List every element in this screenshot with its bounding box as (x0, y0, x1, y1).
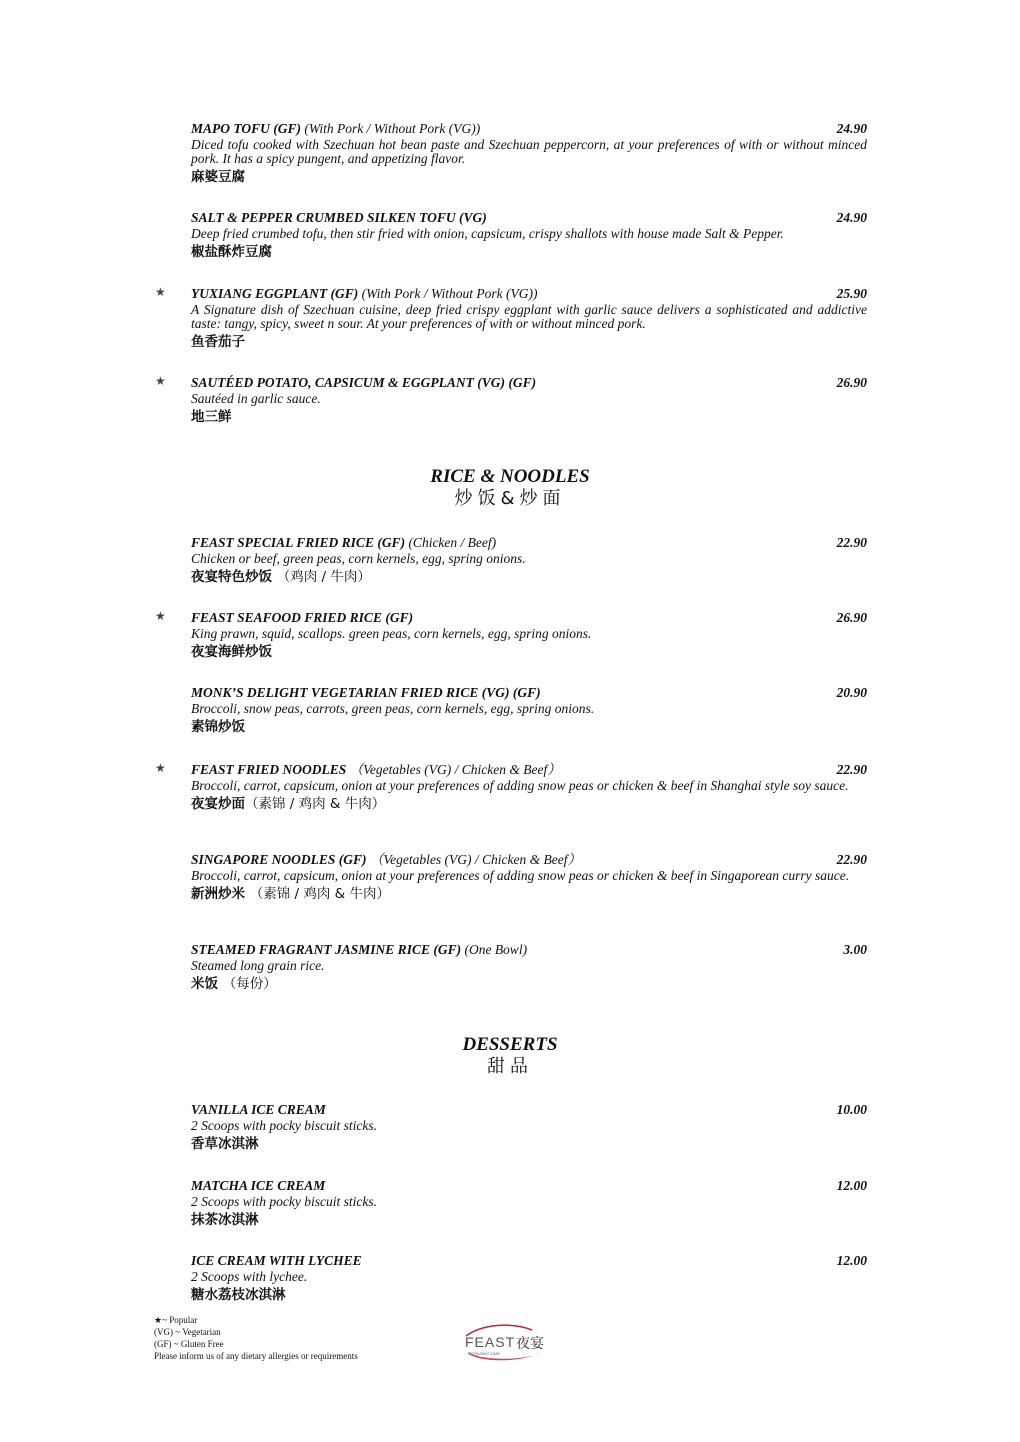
item-title-row (191, 941, 867, 958)
item-title: VANILLA ICE CREAM (191, 1102, 326, 1117)
item-chinese-name: 抹茶冰淇淋 (191, 1212, 259, 1228)
section-header-desserts (0, 1034, 1020, 1078)
popular-star-icon: ★ (155, 609, 166, 623)
section-title-chinese: 甜品 (487, 1056, 533, 1077)
item-chinese-name: 夜宴炒面（素锦 / 鸡肉 & 牛肉） (191, 796, 386, 812)
item-description: Diced tofu cooked with Szechuan hot bean paste and Szechuan peppercorn, at your preferences of with or without minced pork. It has a spicy pungent, and appetizing flavor. (191, 137, 867, 166)
item-title: FEAST SPECIAL FRIED RICE (GF) (191, 535, 406, 550)
item-description: A Signature dish of Szechuan cuisine, deep fried crispy eggplant with garlic sauce delivers a sophisticated and addictive taste: tangy, spicy, sweet n sour. At your preferences of with or without minced pork. (191, 302, 867, 331)
item-title-row (191, 1177, 867, 1194)
menu-item (155, 285, 867, 351)
menu-item (155, 609, 867, 661)
item-price: 12.00 (836, 1253, 867, 1268)
item-title: STEAMED FRAGRANT JASMINE RICE (GF) (191, 942, 462, 957)
item-price: 22.90 (836, 535, 867, 550)
item-price: 24.90 (836, 210, 867, 225)
menu-item (191, 1101, 867, 1153)
item-price: 22.90 (836, 762, 867, 777)
item-title-row (191, 534, 867, 551)
legend-gluten-free: (GF) ~ Gluten Free (154, 1339, 224, 1349)
menu-item (191, 851, 867, 903)
item-title: SINGAPORE NOODLES (GF) (191, 852, 367, 867)
item-price: 24.90 (836, 121, 867, 136)
item-chinese-name: 夜宴海鲜炒饭 (191, 644, 272, 660)
menu-item (191, 120, 867, 186)
item-title: YUXIANG EGGPLANT (GF) (191, 286, 359, 301)
popular-star-icon: ★ (155, 761, 166, 775)
item-chinese-name: 糖水荔枝冰淇淋 (191, 1287, 286, 1303)
item-price: 10.00 (836, 1102, 867, 1117)
logo-chinese: 夜宴 (516, 1336, 544, 1352)
item-title-row (191, 1101, 867, 1118)
menu-item (191, 1252, 867, 1304)
item-chinese-name: 香草冰淇淋 (191, 1136, 259, 1152)
menu-item (155, 761, 867, 813)
section-title: DESSERTS (462, 1034, 558, 1055)
item-price: 20.90 (836, 685, 867, 700)
item-description: 2 Scoops with pocky biscuit sticks. (191, 1194, 377, 1209)
item-options: (With Pork / Without Pork (VG)) (361, 286, 538, 301)
item-chinese-name: 素锦炒饭 (191, 719, 245, 735)
item-price: 22.90 (836, 852, 867, 867)
item-description: Sautéed in garlic sauce. (191, 391, 321, 406)
item-title-row (191, 285, 867, 302)
item-price: 26.90 (836, 375, 867, 390)
item-price: 26.90 (836, 610, 867, 625)
item-options: （Vegetables (VG) / Chicken & Beef） (369, 852, 581, 867)
menu-item (191, 941, 867, 993)
item-title-row (191, 851, 867, 868)
popular-star-icon: ★ (155, 285, 166, 299)
item-chinese-name: 夜宴特色炒饭 （鸡肉 / 牛肉） (191, 569, 371, 585)
item-chinese-name: 新洲炒米 （素锦 / 鸡肉 & 牛肉） (191, 886, 390, 902)
legend-popular: ★~ Popular (154, 1315, 198, 1325)
item-description: Chicken or beef, green peas, corn kernels, egg, spring onions. (191, 551, 526, 566)
item-description: 2 Scoops with pocky biscuit sticks. (191, 1118, 377, 1133)
item-description: Broccoli, carrot, capsicum, onion at your preferences of adding snow peas or chicken & beef in Shanghai style soy sauce. (191, 778, 849, 793)
item-title: MATCHA ICE CREAM (191, 1178, 326, 1193)
legend-dietary-note: Please inform us of any dietary allergies or requirements (154, 1351, 358, 1361)
logo-subtitle: RESTAURANT & BAR (468, 1352, 500, 1356)
item-title-row (191, 609, 867, 626)
item-description: King prawn, squid, scallops. green peas, corn kernels, egg, spring onions. (191, 626, 592, 641)
item-options: (Chicken / Beef) (408, 535, 497, 550)
legend-vegetarian: (VG) ~ Vegetarian (154, 1327, 221, 1337)
item-description: 2 Scoops with lychee. (191, 1269, 308, 1284)
logo-text: FEAST (465, 1334, 516, 1350)
item-chinese-name: 麻婆豆腐 (191, 169, 245, 185)
legend (154, 1314, 358, 1362)
item-price: 25.90 (836, 286, 867, 301)
item-title: SALT & PEPPER CRUMBED SILKEN TOFU (VG) (191, 210, 487, 225)
item-options: (One Bowl) (464, 942, 528, 957)
item-title: FEAST FRIED NOODLES (191, 762, 347, 777)
feast-logo (462, 1322, 554, 1364)
item-chinese-name: 鱼香茄子 (191, 334, 245, 350)
item-title-row (191, 761, 867, 778)
menu-item (191, 534, 867, 586)
menu-item (191, 209, 867, 261)
item-title: ICE CREAM WITH LYCHEE (191, 1253, 362, 1268)
item-title: MAPO TOFU (GF) (191, 121, 302, 136)
item-title-row (191, 120, 867, 137)
item-title-row (191, 684, 867, 701)
item-title: SAUTÉED POTATO, CAPSICUM & EGGPLANT (VG) (GF) (191, 375, 537, 390)
item-description: Broccoli, carrot, capsicum, onion at your preferences of adding snow peas or chicken & beef in Singaporean curry sauce. (191, 868, 850, 883)
item-price: 3.00 (843, 942, 867, 957)
item-description: Deep fried crumbed tofu, then stir fried with onion, capsicum, crispy shallots with house made Salt & Pepper. (191, 226, 784, 241)
item-description: Broccoli, snow peas, carrots, green peas, corn kernels, egg, spring onions. (191, 701, 595, 716)
section-title-chinese: 炒饭&炒面 (454, 488, 566, 509)
item-price: 12.00 (836, 1178, 867, 1193)
menu-item (191, 1177, 867, 1229)
item-title-row (191, 374, 867, 391)
item-title: FEAST SEAFOOD FRIED RICE (GF) (191, 610, 414, 625)
item-chinese-name: 椒盐酥炸豆腐 (191, 244, 272, 260)
item-chinese-name: 地三鲜 (191, 409, 232, 425)
popular-star-icon: ★ (155, 374, 166, 388)
item-title-row (191, 209, 867, 226)
item-chinese-name: 米饭 （每份） (191, 976, 277, 992)
section-title: RICE & NOODLES (430, 466, 590, 487)
menu-item (155, 374, 867, 426)
section-header-rice-noodles (0, 466, 1020, 510)
item-title: MONK’S DELIGHT VEGETARIAN FRIED RICE (VG) (GF) (191, 685, 541, 700)
item-options: (With Pork / Without Pork (VG)) (304, 121, 481, 136)
item-title-row (191, 1252, 867, 1269)
menu-item (191, 684, 867, 736)
item-options: （Vegetables (VG) / Chicken & Beef） (349, 762, 561, 777)
item-description: Steamed long grain rice. (191, 958, 325, 973)
